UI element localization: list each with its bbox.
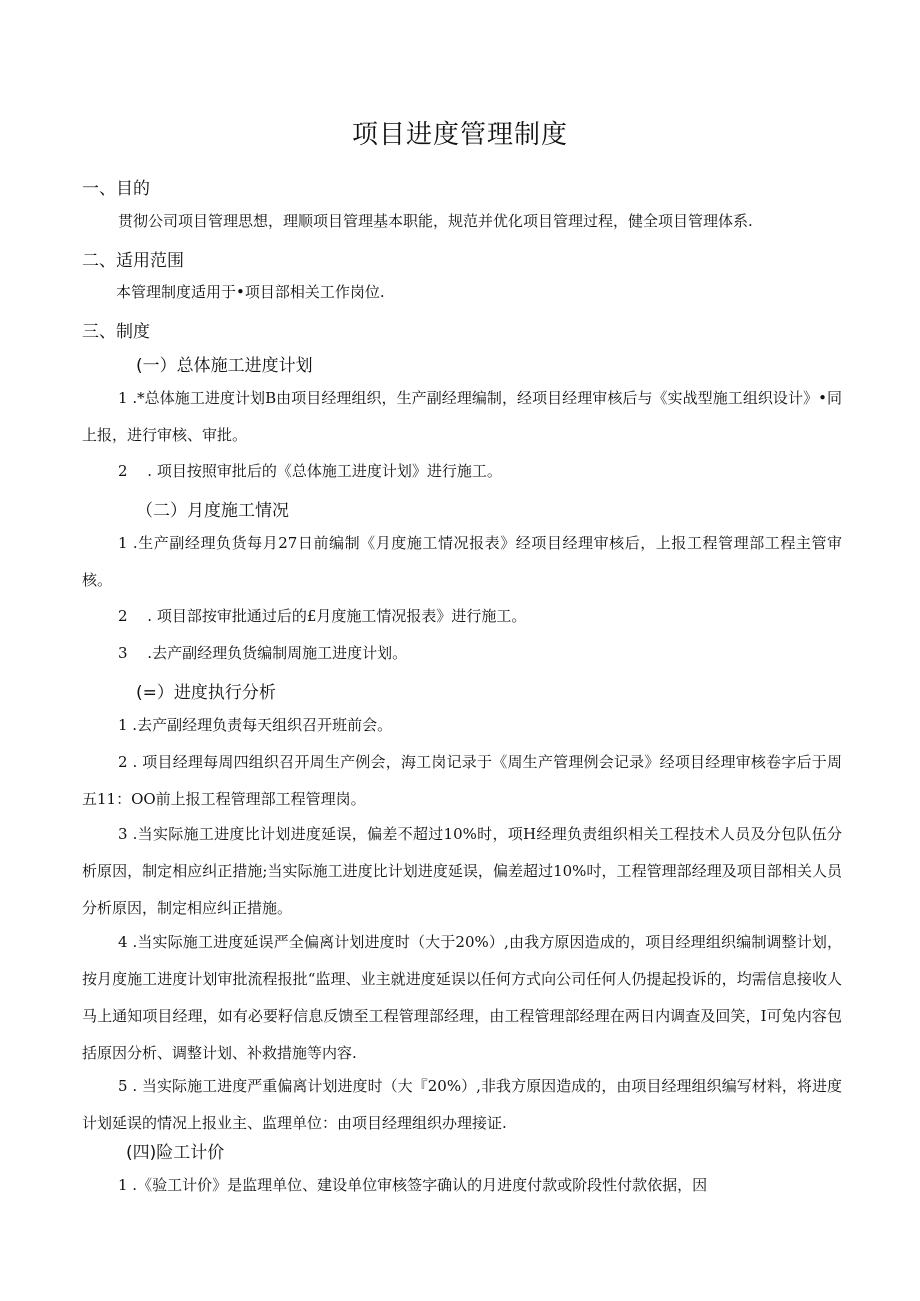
paragraph-execution-2: 2 . 项目经理每周四组织召开周生产例会，海工岗记录于《周生产管理例会记录》经项目经理审核卷字后于周五11：OO前上报工程管理部工程管理岗。 (82, 753, 842, 808)
subsection-heading-monthly: （二）月度施工情况 (136, 501, 289, 521)
paragraph-valuation-1: 1 .《验工计价》是监理单位、建设单位审核签字确认的月进度付款或阶段性付款依据，因 (118, 1176, 708, 1194)
section-heading-rules: 三、制度 (82, 322, 150, 342)
paragraph-execution-5: 5 . 当实际施工进度严重偏离计划进度时（大『20%）,非我方原因造成的，由项目经理组织编写材料，将进度计划延误的情况上报业主、监理单位：由项目经理组织办理接证. (82, 1077, 842, 1132)
paragraph-monthly-1: 1 .生产副经理负货每月27日前编制《月度施工情况报表》经项目经理审核后，上报工程管理部工程主管审核。 (82, 534, 842, 589)
section-heading-scope: 二、适用范围 (82, 251, 184, 271)
paragraph-monthly-2: 2 . 项目部按审批通过后的£月度施工情况报表》进行施工。 (118, 607, 527, 625)
paragraph-monthly-3: 3 .去产副经理负货编制周施工进度计划。 (118, 644, 408, 662)
subsection-heading-overall-plan: (一）总体施工进度计划 (136, 356, 313, 376)
page-title: 项目进度管理制度 (351, 120, 568, 150)
paragraph-execution-3: 3 .当实际施工进度比计划进度延误，偏差不超过10%时，项H经理负责组织相关工程技术人员及分包队伍分析原因，制定相应纠正措施;当实际施工进度比计划进度延误，偏差超过10%吋，工程管理部经理及项目部相关人员分析原因，制定相应纠正措施。 (82, 825, 842, 917)
paragraph-overall-plan-1: 1 .*总体施工进度计划B由项目经理组织，生产副经理编制，经项目经理审核后与《实战型施工组织设计》•同上报，进行审核、审批。 (82, 389, 842, 444)
subsection-heading-execution: (=）进度执行分析 (136, 683, 276, 703)
section-text-scope: 本管理制度适用于•项目部相关工作岗位. (116, 283, 385, 301)
paragraph-execution-1: 1 .去产副经理负责每天组织召开班前会。 (118, 716, 393, 734)
paragraph-execution-4: 4 .当实际施工进度延误严全偏离计划进度时（大于20%）,由我方原因造成的，项目经理组织编制调整计划，按月度施工进度计划审批流程报批“监理、业主就进度延误以任何方式向公司任何人仍提起投诉的，均需信息接收人马上通知项目经理，如有必要籽信息反馈至工程管理部经理，由工程管理部经理在两日内调查及回笑，I可兔内容包括原因分析、调整计划、补救措施等内容. (82, 933, 842, 1062)
section-text-purpose: 贯彻公司项目管理思想，理顺项目管理基本职能，规范并优化项目管理过程，健全项目管理体系. (118, 212, 753, 230)
subsection-heading-valuation: (四)险工计价 (126, 1143, 225, 1163)
paragraph-overall-plan-2: 2 . 项目按照审批后的《总体施工进度计划》进行施工。 (118, 462, 502, 480)
section-heading-purpose: 一、目的 (82, 179, 150, 199)
